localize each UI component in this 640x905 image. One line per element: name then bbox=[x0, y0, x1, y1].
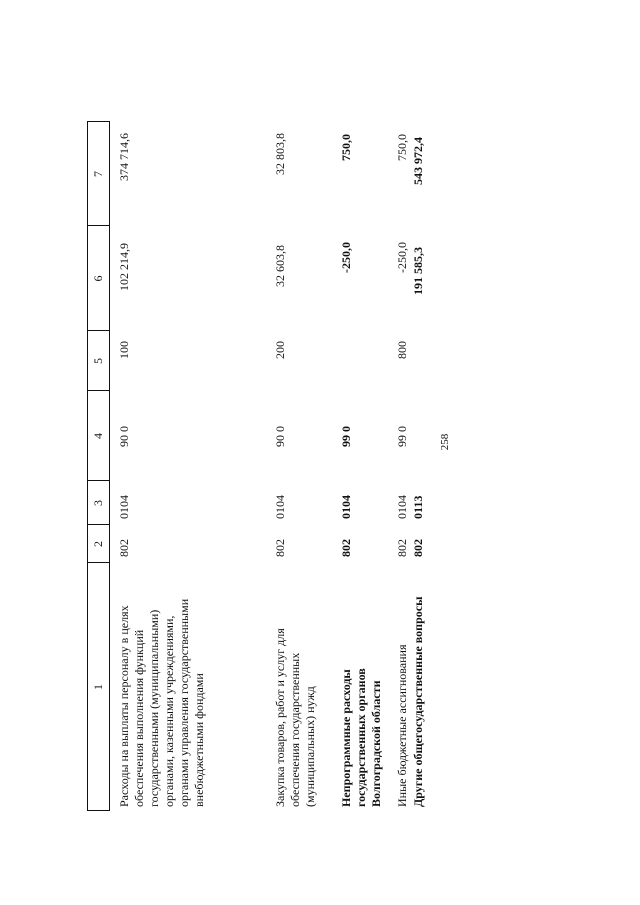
row-col-3: 0113 bbox=[411, 495, 425, 519]
row-col-2: 802 bbox=[411, 539, 425, 557]
row-col-6: 102 214,9 bbox=[117, 243, 131, 291]
header-col-7: 7 bbox=[91, 171, 105, 177]
row-name: Закупка товаров, работ и услуг для обеспечения государственных (муниципальных) нужд bbox=[273, 628, 317, 807]
row-col-3: 0104 bbox=[117, 495, 131, 519]
table-rotated-wrapper bbox=[87, 121, 437, 811]
row-col-2: 802 bbox=[395, 539, 409, 557]
row-col-7: 750,0 bbox=[395, 134, 409, 161]
header-col-6: 6 bbox=[91, 275, 105, 282]
row-col-5: 800 bbox=[395, 341, 409, 359]
header-col-4: 4 bbox=[91, 433, 105, 439]
row-col-3: 0104 bbox=[273, 495, 287, 519]
row-col-6: 191 585,3 bbox=[411, 247, 425, 295]
header-bottom-border bbox=[109, 121, 110, 811]
page-number: 258 bbox=[439, 433, 451, 451]
row-col-4: 99 0 bbox=[339, 426, 353, 447]
row-col-4: 90 0 bbox=[273, 426, 287, 447]
row-col-2: 802 bbox=[273, 539, 287, 557]
row-col-7: 543 972,4 bbox=[411, 137, 425, 185]
row-col-2: 802 bbox=[117, 539, 131, 557]
row-col-4: 90 0 bbox=[117, 426, 131, 447]
row-col-6: -250,0 bbox=[395, 242, 409, 273]
row-name: Другие общегосударственные вопросы bbox=[411, 596, 425, 807]
row-col-2: 802 bbox=[339, 539, 353, 557]
row-col-3: 0104 bbox=[339, 495, 353, 519]
row-col-3: 0104 bbox=[395, 495, 409, 519]
row-col-6: -250,0 bbox=[339, 242, 353, 273]
row-col-5: 100 bbox=[117, 341, 131, 359]
row-col-7: 32 803,8 bbox=[273, 133, 287, 175]
row-col-5: 200 bbox=[273, 341, 287, 359]
row-col-7: 750,0 bbox=[339, 134, 353, 161]
header-col-3: 3 bbox=[91, 500, 105, 506]
header-col-1: 1 bbox=[91, 684, 105, 690]
row-col-4: 99 0 bbox=[395, 426, 409, 447]
row-name: Иные бюджетные ассигнования bbox=[395, 644, 409, 807]
row-col-7: 374 714,6 bbox=[117, 133, 131, 181]
row-name: Расходы на выплаты персоналу в целях обеспечения выполнения функций государственными (муниципальными) органами, казенными учреждениями, органами управления государственными внебюджетными фондами bbox=[117, 598, 206, 807]
row-name: Непрограммные расходы государственных органов Волгоградской области bbox=[339, 668, 383, 807]
budget-table bbox=[87, 121, 437, 811]
header-col-5: 5 bbox=[91, 358, 105, 364]
row-col-6: 32 603,8 bbox=[273, 245, 287, 287]
header-col-2: 2 bbox=[91, 541, 105, 547]
